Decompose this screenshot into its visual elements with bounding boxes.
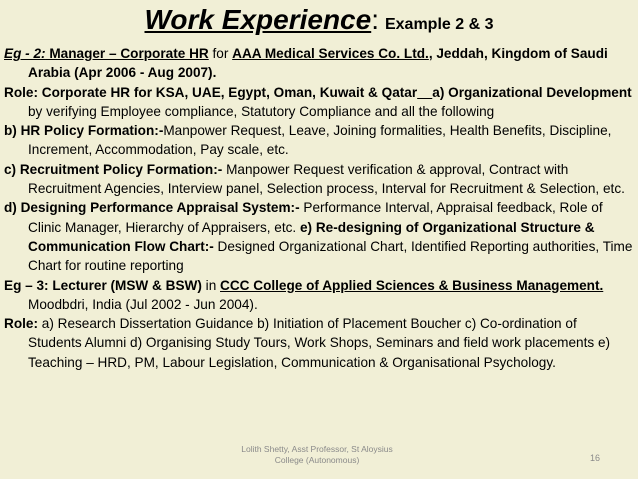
eg2-company: AAA Medical Services Co. Ltd. [232, 46, 429, 61]
item-e-text: Designed Organizational Chart, Identified Reporting authorities, Time Chart for routine reporting [28, 238, 633, 274]
footer-line-1: Lolith Shetty, Asst Professor, St Aloysius [241, 444, 393, 454]
item-b-text: Manpower Request, Leave, Joining formalities, Health Benefits, Discipline, Increment, Accommodation, Pay scale, etc. [28, 123, 612, 158]
title-main: Work Experience [144, 4, 372, 35]
item-c-paragraph [4, 160, 634, 199]
title-colon: : [371, 4, 379, 35]
role1-paragraph [4, 83, 634, 122]
eg2-dates: (Apr 2006 - Aug 2007). [70, 65, 217, 81]
role1-a-label: a) Organizational Development [432, 84, 632, 100]
footer-line-2: College (Autonomous) [274, 455, 360, 465]
role1-label: Role: Corporate HR for KSA, UAE, Egypt, Oman, Kuwait & Qatar [4, 84, 418, 100]
item-b-paragraph [4, 121, 634, 160]
eg2-for: for [208, 46, 233, 61]
title-subtitle: Example 2 & 3 [384, 16, 494, 33]
eg2-position: Manager – Corporate HR [45, 46, 209, 61]
slide-footer [232, 444, 402, 466]
eg3-label: Eg – 3: Lecturer (MSW & BSW) [4, 277, 202, 293]
slide-number: 16 [590, 453, 601, 463]
item-c-text: Manpower Request verification & approval, Contract with Recruitment Agencies, Interview panel, Selection process, Interval for Recruitment & Selection, etc. [28, 161, 625, 197]
item-d-text: Performance Interval, Appraisal feedback, Role of Clinic Manager, Hierarchy of Appraisers, etc. [28, 200, 603, 235]
role2-paragraph [4, 314, 634, 372]
eg3-rest: Moodbdri, India (Jul 2002 - Jun 2004). [28, 296, 258, 312]
eg2-paragraph [4, 44, 634, 83]
eg2-location: , Jeddah, Kingdom of Saudi Arabia [28, 46, 608, 81]
eg3-in: in [201, 277, 221, 293]
slide-title [0, 4, 638, 36]
item-d-paragraph [4, 198, 634, 275]
item-e-label: e) Re-designing of Organizational Structure & Communication Flow Chart:- [28, 219, 595, 254]
item-b-label: b) HR Policy Formation:- [4, 123, 164, 139]
slide-body [4, 44, 634, 372]
eg3-paragraph [4, 276, 634, 315]
role2-label: Role: [4, 316, 38, 332]
item-c-label: c) Recruitment Policy Formation:- [4, 161, 223, 177]
role1-a-text: by verifying Employee compliance, Statutory Compliance and all the following [28, 103, 495, 119]
eg2-label: Eg - 2: [4, 46, 46, 61]
eg3-college: CCC College of Applied Sciences & Business Management. [220, 277, 604, 293]
role1-spacer [417, 85, 432, 100]
role2-text: a) Research Dissertation Guidance b) Initiation of Placement Boucher c) Co-ordination of Students Alumni d) Organising Study Tours, Work Shops, Seminars and field work placements e) Teaching – HRD, PM, Labour Legislation, Communication & Organisational Psychology. [28, 316, 611, 370]
item-d-label: d) Designing Performance Appraisal System:- [4, 200, 300, 216]
